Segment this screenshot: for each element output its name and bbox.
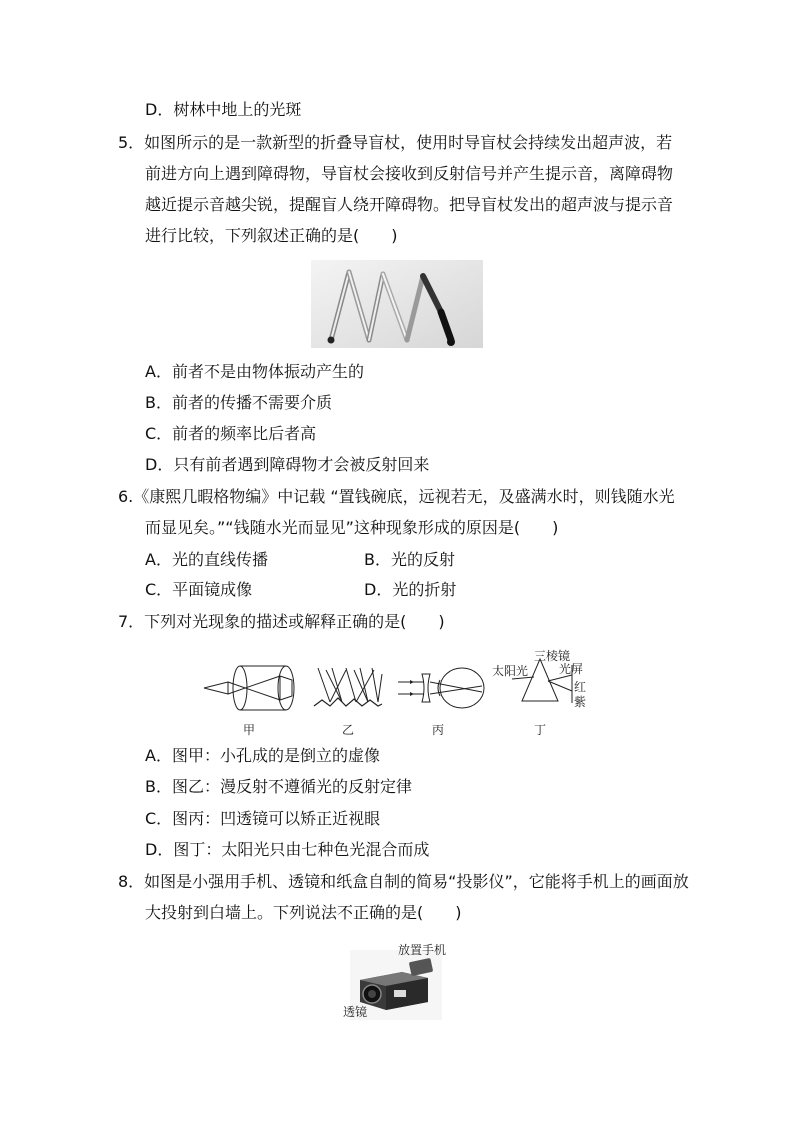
q5-stem-line4: 进行比较，下列叙述正确的是( ) xyxy=(145,226,398,245)
q5-option-d: D．只有前者遇到障碍物才会被反射回来 xyxy=(145,455,430,474)
caption-jia: 甲 xyxy=(243,723,256,737)
q7-stem: 7．下列对光现象的描述或解释正确的是( ) xyxy=(118,612,445,631)
q5-option-c: C．前者的频率比后者高 xyxy=(145,424,317,443)
q5-stem-line1: 5．如图所示的是一款新型的折叠导盲杖，使用时导盲杖会持续发出超声波，若 xyxy=(118,133,673,152)
q5-option-a: A．前者不是由物体振动产生的 xyxy=(145,362,364,381)
label-sunlight: 太阳光 xyxy=(492,664,529,678)
q7-option-b: B．图乙：漫反射不遵循光的反射定律 xyxy=(145,777,412,796)
label-screen: 光屏 xyxy=(559,662,584,676)
label-red: 红 xyxy=(574,680,587,694)
label-violet: 紫 xyxy=(574,695,587,709)
q7-option-d: D．图丁：太阳光只由七种色光混合而成 xyxy=(145,840,430,859)
caption-ding: 丁 xyxy=(534,723,547,737)
q7-option-c: C．图丙：凹透镜可以矫正近视眼 xyxy=(145,809,381,828)
pinhole-camera-figure xyxy=(200,662,300,714)
label-place-phone: 放置手机 xyxy=(398,943,447,957)
caption-yi: 乙 xyxy=(342,723,355,737)
q8-stem-line2: 大投射到白墙上。下列说法不正确的是( ) xyxy=(145,903,462,922)
q5-stem-line2: 前进方向上遇到障碍物，导盲杖会接收到反射信号并产生提示音，离障碍物 xyxy=(145,164,674,183)
q6-stem-line2: 而显见矣。”“钱随水光而显见”这种现象形成的原因是( ) xyxy=(145,518,559,537)
q6-stem-line1: 6.《康熙几暇格物编》中记载 “置钱碗底，远视若无，及盛满水时，则钱随水光 xyxy=(118,487,675,506)
caption-bing: 丙 xyxy=(432,723,445,737)
q4-option-d: D．树林中地上的光斑 xyxy=(145,100,302,119)
label-lens: 透镜 xyxy=(343,1005,368,1019)
q8-stem-line1: 8．如图是小强用手机、透镜和纸盒自制的简易“投影仪”，它能将手机上的画面放 xyxy=(118,872,689,891)
folding-cane-photo xyxy=(311,260,483,348)
q7-option-a: A．图甲：小孔成的是倒立的虚像 xyxy=(145,746,380,765)
diffuse-reflection-figure xyxy=(312,662,384,714)
q6-option-c: C．平面镜成像 xyxy=(145,580,253,599)
eye-lens-figure xyxy=(396,662,492,714)
q5-stem-line3: 越近提示音越尖锐，提醒盲人绕开障碍物。把导盲杖发出的超声波与提示音 xyxy=(145,195,674,214)
label-prism: 三棱镜 xyxy=(534,649,571,663)
q6-option-d: D．光的折射 xyxy=(364,580,457,599)
q5-option-b: B．前者的传播不需要介质 xyxy=(145,393,332,412)
q6-option-b: B．光的反射 xyxy=(364,550,455,569)
q6-option-a: A．光的直线传播 xyxy=(145,550,268,569)
